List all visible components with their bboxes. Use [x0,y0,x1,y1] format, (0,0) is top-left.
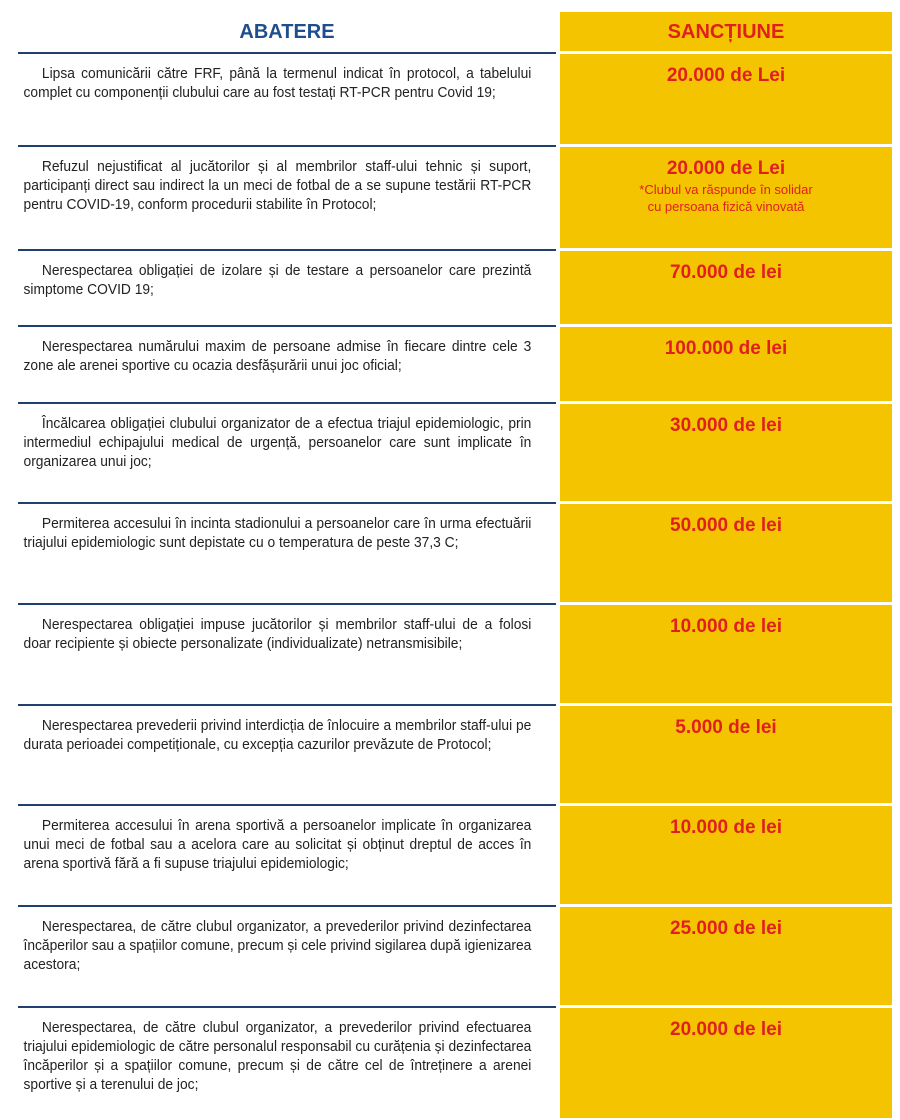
violation-cell [18,806,556,907]
table-header-row [18,12,892,54]
violation-cell [18,1008,556,1118]
table-row [18,806,892,907]
sanction-amount: 20.000 de Lei [666,65,786,86]
sanction-cell [560,54,892,147]
sanction-note-line-2: cu persoana fizică vinovată [647,199,805,214]
violation-cell [18,907,556,1008]
violation-cell [18,706,556,806]
sanction-cell [560,706,892,806]
violation-text: Nerespectarea, de către clubul organizator, a prevederilor privind dezinfectarea încăperilor sau a spațiilor comune, precum și cele privind sigilarea după igienizarea acestora; [23,918,532,973]
table-row [18,327,892,404]
violation-cell [18,251,556,327]
table-row [18,404,892,504]
table-row [18,706,892,806]
violation-cell [18,327,556,404]
sanction-amount: 30.000 de lei [670,415,782,436]
violation-text: Nerespectarea numărului maxim de persoane admise în fiecare dintre cele 3 zone ale arenei sportive cu ocazia desfășurării unui joc oficial; [23,338,532,374]
sanctions-table [18,12,892,1118]
sanction-cell [560,504,892,605]
violation-text: Lipsa comunicării către FRF, până la termenul indicat în protocol, a tabelului complet cu componenții clubului care au fost testați RT-PCR pentru Covid 19; [23,65,532,101]
sanction-cell [560,404,892,504]
header-violation: ABATERE [18,12,556,54]
sanction-cell [560,806,892,907]
violation-text: Permiterea accesului în arena sportivă a persoanelor implicate în organizarea unui meci de fotbal sau a acelora care au solicitat și obținut dreptul de acces în arena sportivă fără a fi supuse triajului epidemiologic; [23,817,532,872]
sanction-amount: 25.000 de lei [670,918,782,939]
violation-text: Refuzul nejustificat al jucătorilor și al membrilor staff-ului tehnic și suport, participanți direct sau indirect la un meci de fotbal de a se supune testării RT-PCR pentru COVID-19, conform procedurii stabilite în Protocol; [23,158,532,213]
violation-text: Nerespectarea, de către clubul organizator, a prevederilor privind efectuarea triajului epidemiologic de către personalul responsabil cu curățenia și dezinfectarea încăperilor și a spațiilor comune, precum și de către cel de întreținere a arenei sportive și a terenului de joc; [23,1019,532,1093]
table-row [18,504,892,605]
sanction-amount: 5.000 de lei [675,717,777,738]
sanction-amount: 10.000 de lei [670,616,782,637]
sanction-amount: 20.000 de Lei [666,158,786,179]
violation-text: Nerespectarea prevederii privind interdicția de înlocuire a membrilor staff-ului pe durata perioadei competiționale, cu excepția cazurilor prevăzute de Protocol; [23,717,532,753]
violation-text: Nerespectarea obligației de izolare și de testare a persoanelor care prezintă simptome COVID 19; [23,262,532,298]
sanction-amount: 100.000 de lei [664,338,788,359]
table-row [18,147,892,251]
sanction-cell [560,251,892,327]
violation-text: Nerespectarea obligației impuse jucătorilor și membrilor staff-ului de a folosi doar recipiente și obiecte personalizate (individualizate) netransmisibile; [23,616,532,652]
sanction-cell [560,1008,892,1118]
sanction-amount: 10.000 de lei [670,817,782,838]
violation-cell [18,404,556,504]
sanction-cell [560,147,892,251]
violation-cell [18,605,556,706]
sanction-amount: 50.000 de lei [670,515,782,536]
violation-text: Încălcarea obligației clubului organizator de a efectua triajul epidemiologic, prin intermediul echipajului medical de urgență, persoanelor care sunt implicate în organizarea unui joc; [23,415,532,470]
sanction-amount: 70.000 de lei [670,262,782,283]
violation-cell [18,147,556,251]
sanction-amount: 20.000 de lei [670,1019,782,1040]
sanction-note-line-1: *Clubul va răspunde în solidar [639,182,813,197]
sanction-cell [560,907,892,1008]
table-row [18,605,892,706]
violation-text: Permiterea accesului în incinta stadionului a persoanelor care în urma efectuării triajului epidemiologic sunt depistate cu o temperatura de peste 37,3 C; [23,515,532,551]
table-row [18,251,892,327]
violation-cell [18,54,556,147]
violation-cell [18,504,556,605]
table-row [18,907,892,1008]
sanction-cell [560,327,892,404]
header-sanction: SANCȚIUNE [560,12,892,54]
table-row [18,54,892,147]
table-row [18,1008,892,1118]
sanction-cell [560,605,892,706]
